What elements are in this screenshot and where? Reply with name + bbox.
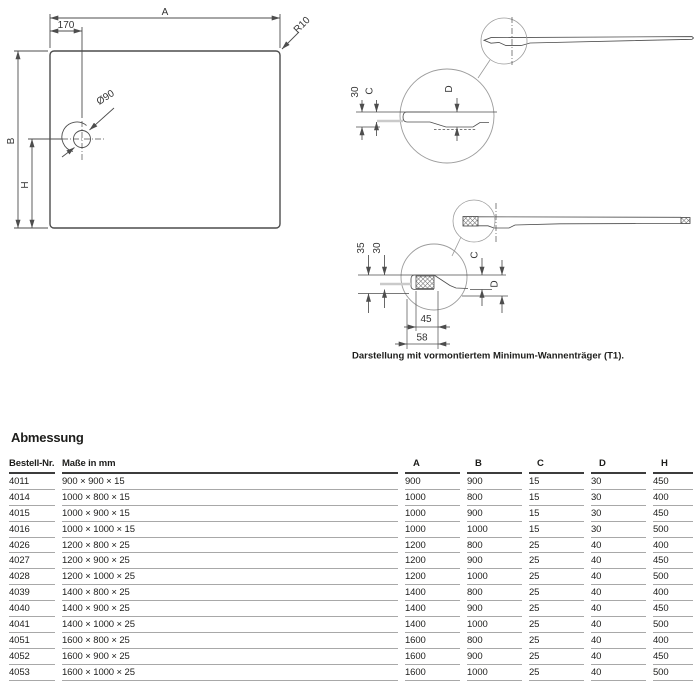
dim-label-35: 35	[356, 242, 367, 254]
table-cell: 30	[591, 522, 646, 538]
dim-label-d-top: D	[444, 85, 455, 93]
dim-label-45: 45	[420, 314, 432, 325]
col-header-masse: Maße in mm	[62, 457, 398, 474]
detail-marker-circle	[481, 18, 527, 64]
table-cell: 1000 × 900 × 15	[62, 506, 398, 522]
table-cell: 4015	[9, 506, 55, 522]
table-cell: 4016	[9, 522, 55, 538]
table-cell: 25	[529, 665, 584, 681]
section-title: Abmessung	[11, 430, 84, 445]
table-cell: 900	[405, 474, 460, 490]
plan-view-labels	[6, 7, 313, 189]
table-cell: 40	[591, 569, 646, 585]
table-cell: 40	[591, 649, 646, 665]
table-cell: 800	[467, 490, 522, 506]
table-cell: 1000	[467, 569, 522, 585]
table-cell: 400	[653, 490, 693, 506]
table-body	[9, 474, 693, 681]
dim-label-b: B	[6, 137, 17, 145]
col-header-h: H	[653, 457, 693, 474]
table-cell: 800	[467, 633, 522, 649]
table-row	[9, 522, 693, 538]
table-cell: 1400	[405, 601, 460, 617]
table-row	[9, 585, 693, 601]
table-cell: 900 × 900 × 15	[62, 474, 398, 490]
table-cell: 1000	[405, 522, 460, 538]
tray-outline	[50, 51, 280, 228]
table-cell: 25	[529, 538, 584, 554]
table-cell: 500	[653, 522, 693, 538]
table-cell: 1400	[405, 585, 460, 601]
table-cell: 1000 × 1000 × 15	[62, 522, 398, 538]
table-row	[9, 506, 693, 522]
table-row	[9, 633, 693, 649]
table-cell: 1000	[467, 617, 522, 633]
table-cell: 40	[591, 601, 646, 617]
detail-bottom-labels	[352, 242, 624, 361]
table-cell: 450	[653, 506, 693, 522]
table-cell: 30	[591, 474, 646, 490]
table-cell: 900	[467, 553, 522, 569]
table-cell: 1000	[405, 506, 460, 522]
table-cell: 40	[591, 617, 646, 633]
detail-drawing-top	[356, 17, 694, 163]
table-cell: 15	[529, 474, 584, 490]
table-header-row	[9, 457, 693, 474]
table-cell: 40	[591, 633, 646, 649]
col-header-d: D	[591, 457, 646, 474]
table-cell: 25	[529, 601, 584, 617]
table-cell: 4039	[9, 585, 55, 601]
table-cell: 1000	[467, 665, 522, 681]
table-cell: 1400	[405, 617, 460, 633]
table-row	[9, 649, 693, 665]
table-row	[9, 490, 693, 506]
table-cell: 4028	[9, 569, 55, 585]
table-row	[9, 538, 693, 554]
table-row	[9, 474, 693, 490]
detail-drawing-bottom	[358, 200, 690, 349]
table-header	[9, 457, 693, 474]
table-cell: 30	[591, 490, 646, 506]
table-cell: 25	[529, 617, 584, 633]
table-cell: 400	[653, 585, 693, 601]
table-cell: 4053	[9, 665, 55, 681]
magnifier-circle	[400, 69, 494, 163]
detail-top-labels	[350, 85, 455, 97]
table-cell: 400	[653, 633, 693, 649]
table-cell: 1600 × 800 × 25	[62, 633, 398, 649]
dim-label-r10: R10	[291, 14, 313, 36]
table-cell: 800	[467, 538, 522, 554]
dim-label-30-top: 30	[350, 86, 361, 98]
table-cell: 500	[653, 617, 693, 633]
table-cell: 1200	[405, 553, 460, 569]
table-row	[9, 665, 693, 681]
table-cell: 450	[653, 553, 693, 569]
col-header-bestell-nr: Bestell-Nr.	[9, 457, 55, 474]
dim-label-d-bottom: D	[489, 280, 501, 288]
table-cell: 4040	[9, 601, 55, 617]
table-cell: 30	[591, 506, 646, 522]
table-cell: 1000	[467, 522, 522, 538]
dim-label-30-bottom: 30	[372, 242, 383, 254]
table-cell: 1600	[405, 633, 460, 649]
table-cell: 500	[653, 665, 693, 681]
table-cell: 40	[591, 538, 646, 554]
dim-label-170: 170	[57, 20, 75, 31]
table-cell: 25	[529, 569, 584, 585]
dim-label-a: A	[161, 7, 169, 18]
table-cell: 1600 × 1000 × 25	[62, 665, 398, 681]
table-cell: 1200 × 1000 × 25	[62, 569, 398, 585]
table-cell: 500	[653, 569, 693, 585]
table-row	[9, 617, 693, 633]
table-cell: 900	[467, 506, 522, 522]
tray-side-profile	[484, 37, 694, 46]
table-cell: 450	[653, 474, 693, 490]
table-cell: 1000 × 800 × 15	[62, 490, 398, 506]
table-cell: 25	[529, 585, 584, 601]
table-cell: 25	[529, 553, 584, 569]
table-cell: 1200 × 900 × 25	[62, 553, 398, 569]
dim-label-58: 58	[416, 332, 428, 344]
table-cell: 4026	[9, 538, 55, 554]
table-cell: 4011	[9, 474, 55, 490]
dim-label-h: H	[20, 181, 31, 189]
table-row	[9, 601, 693, 617]
table-cell: 1200	[405, 538, 460, 554]
table-cell: 4014	[9, 490, 55, 506]
table-cell: 450	[653, 601, 693, 617]
table-cell: 4052	[9, 649, 55, 665]
table-cell: 1400 × 900 × 25	[62, 601, 398, 617]
table-cell: 15	[529, 506, 584, 522]
table-cell: 1400 × 1000 × 25	[62, 617, 398, 633]
table-cell: 900	[467, 601, 522, 617]
table-cell: 400	[653, 538, 693, 554]
dim-label-drain-diameter: Ø90	[94, 88, 117, 108]
table-cell: 900	[467, 474, 522, 490]
table-cell: 25	[529, 633, 584, 649]
table-cell: 15	[529, 490, 584, 506]
table-cell: 4027	[9, 553, 55, 569]
dimensions-table	[2, 457, 700, 681]
table-cell: 15	[529, 522, 584, 538]
table-cell: 4051	[9, 633, 55, 649]
table-cell: 40	[591, 585, 646, 601]
table-cell: 1400 × 800 × 25	[62, 585, 398, 601]
table-row	[9, 553, 693, 569]
table-cell: 450	[653, 649, 693, 665]
table-cell: 40	[591, 553, 646, 569]
table-cell: 1600	[405, 665, 460, 681]
table-cell: 800	[467, 585, 522, 601]
plan-view-drawing	[14, 14, 299, 228]
table-row	[9, 569, 693, 585]
drawing-caption: Darstellung mit vormontiertem Minimum-Wannenträger (T1).	[352, 350, 625, 362]
table-cell: 1600 × 900 × 25	[62, 649, 398, 665]
table-cell: 1200 × 800 × 25	[62, 538, 398, 554]
col-header-c: C	[529, 457, 584, 474]
table-cell: 1200	[405, 569, 460, 585]
col-header-b: B	[467, 457, 522, 474]
table-cell: 40	[591, 665, 646, 681]
table-cell: 4041	[9, 617, 55, 633]
table-cell: 1600	[405, 649, 460, 665]
dim-label-c-bottom: C	[469, 251, 481, 259]
table-cell: 25	[529, 649, 584, 665]
dim-label-c-top: C	[364, 87, 376, 95]
col-header-a: A	[405, 457, 460, 474]
table-cell: 1000	[405, 490, 460, 506]
table-cell: 900	[467, 649, 522, 665]
support-hatch-block	[416, 276, 434, 289]
